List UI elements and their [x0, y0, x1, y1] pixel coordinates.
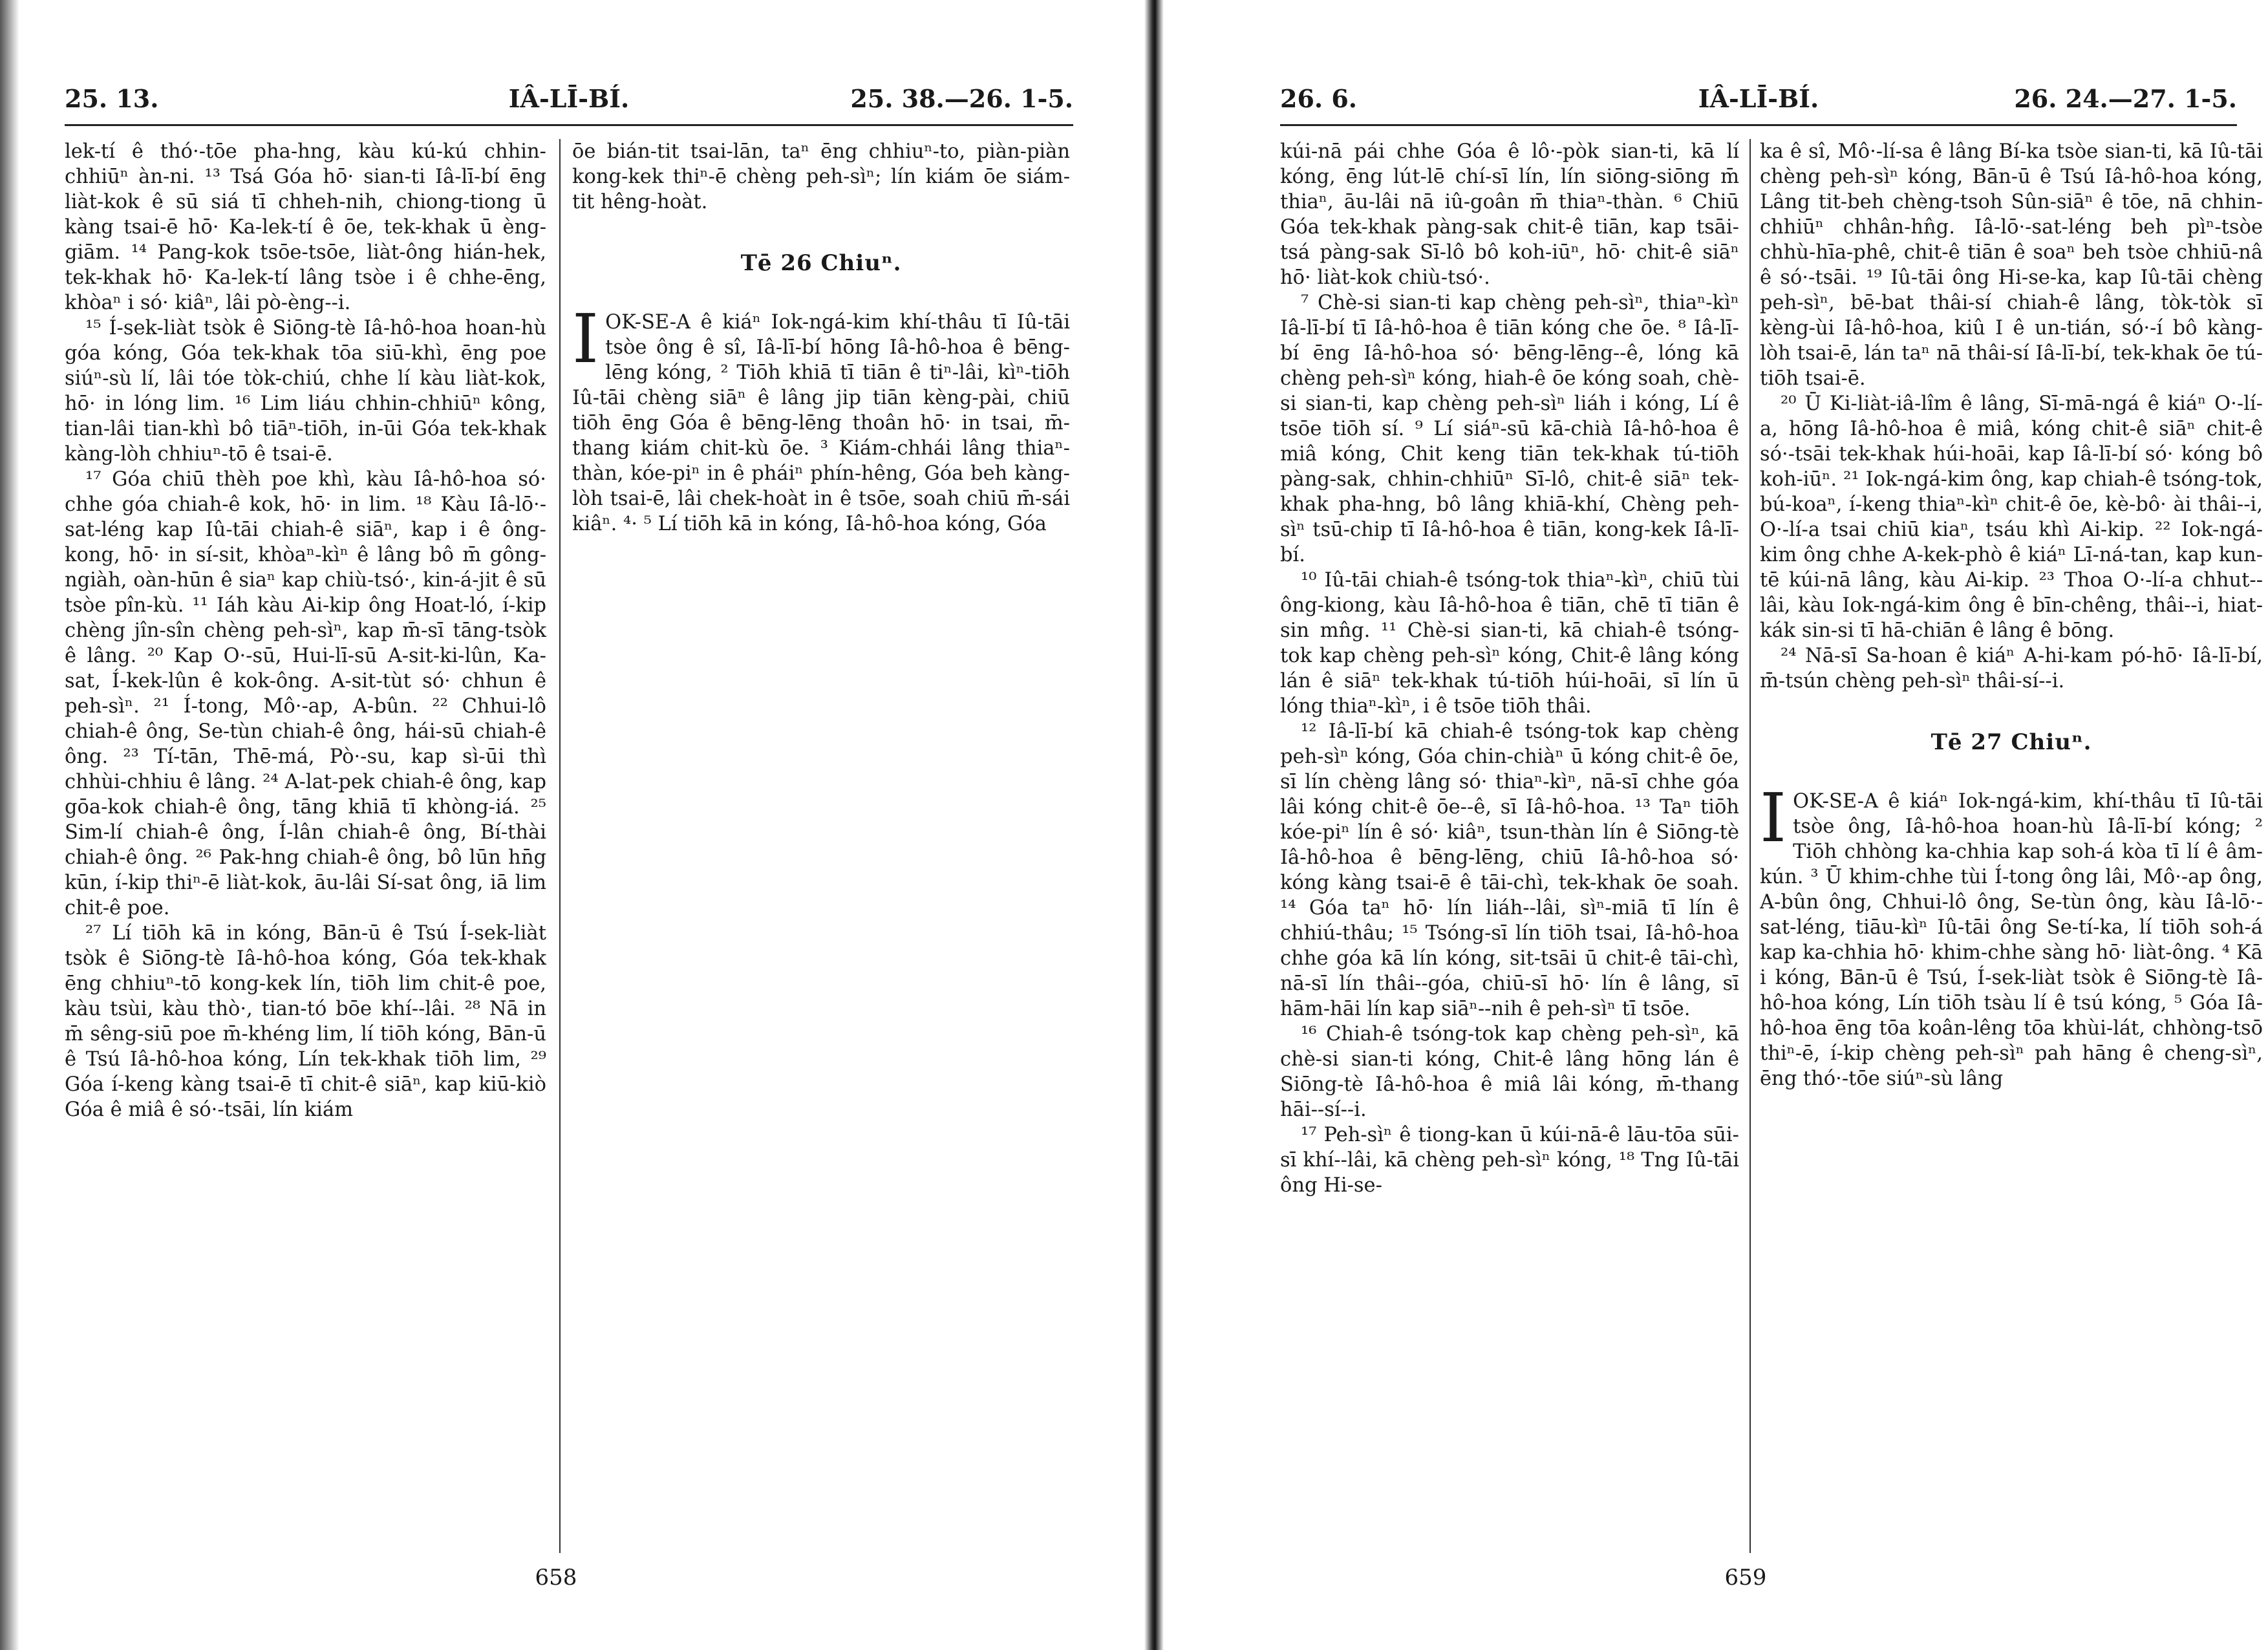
page-number: 659 — [1724, 1565, 1767, 1591]
paragraph: ¹⁶ Chiah-ê tsóng-tok kap chèng peh-sìⁿ, kā chè-si sian-ti kóng, Chit-ê lâng hōng lán ê Siōng-tè Iâ-hô-hoa ê miâ lâi kóng, m̄-thang hāi--sí--i. — [1280, 1023, 1739, 1121]
paragraph: ōe bián-tit tsai-lān, taⁿ ēng chhiuⁿ-to, piàn-piàn kong-kek thiⁿ-ē chèng peh-sìⁿ; lín kiám ōe siám-tit hêng-hoàt. — [572, 140, 1070, 213]
column-1 — [1280, 139, 1739, 1553]
drop-cap: I — [1760, 778, 1787, 857]
page-edge-shadow — [0, 0, 19, 1650]
text-columns — [1280, 139, 2263, 1553]
text-columns — [65, 139, 1073, 1553]
column-1 — [65, 139, 546, 1553]
header-left-ref: 25. 13. — [65, 84, 159, 113]
header-rule — [1280, 124, 2237, 126]
header-rule — [65, 124, 1073, 126]
right-page — [1241, 0, 2263, 1650]
chapter-heading: Tē 26 Chiuⁿ. — [740, 250, 902, 276]
column-2 — [1760, 139, 2263, 1553]
column-2 — [572, 139, 1070, 1553]
paragraph: ²⁴ Nā-sī Sa-hoan ê kiáⁿ A-hi-kam pó-hō· Iâ-lī-bí, m̄-tsún chèng peh-sìⁿ thâi-sí--i. — [1760, 645, 2263, 692]
header-left-ref: 26. 6. — [1280, 84, 1358, 113]
drop-cap: I — [572, 299, 599, 378]
chapter-heading: Tē 27 Chiuⁿ. — [1931, 729, 2092, 755]
paragraph: ¹² Iâ-lī-bí kā chiah-ê tsóng-tok kap chèng peh-sìⁿ kóng, Góa chin-chiàⁿ ū kóng chit-ê ōe, sī lín chèng lâng só· thiaⁿ-kìⁿ, nā-sī chhe góa lâi kóng chit-ê ōe--ê, sī Iâ-hô-hoa. ¹³ Taⁿ tiōh kóe-piⁿ lín ê só· kiâⁿ, tsun-thàn lín ê Siōng-tè Iâ-hô-hoa ê bēng-lēng, chiū Iâ-hô-hoa só· kóng kàng tsai-ē ê tāi-chì, tek-khak ōe soah. ¹⁴ Góa taⁿ hō· lín liáh--lâi, sìⁿ-miā tī lín ê chhiú-thâu; ¹⁵ Tsóng-sī lín tiōh tsai, Iâ-hô-hoa chhe góa kā lín kóng, sit-tsāi ū chit-ê tāi-chì, nā-sī lín thâi--góa, chiū-sī hō· lín ê lâng, sī hām-hāi lín kap siāⁿ--nih ê peh-sìⁿ tī tsōe. — [1280, 720, 1739, 1020]
paragraph: lek-tí ê thó·-tōe pha-hng, kàu kú-kú chhin-chhiūⁿ àn-ni. ¹³ Tsá Góa hō· sian-ti Iâ-lī-bí ēng liàt-kok ê sū siá tī chheh-nih, chiong-tiong ū kàng tsai-ē hō· Ka-lek-tí ê ōe, tek-khak ū èng-giām. ¹⁴ Pang-kok tsōe-tsōe, liàt-ông hián-hek, tek-khak hō· Ka-lek-tí lâng tsòe i ê chhe-ēng, khòaⁿ i só· kiâⁿ, lâi pò-èng--i. — [65, 140, 546, 314]
paragraph: ¹⁷ Peh-sìⁿ ê tiong-kan ū kúi-nā-ê lāu-tōa sūi-sī khí--lâi, kā chèng peh-sìⁿ kóng, ¹⁸ Tng Iû-tāi ông Hi-se- — [1280, 1124, 1739, 1197]
book-gutter — [1144, 0, 1164, 1650]
header-book-title: IÂ-LĪ-BÍ. — [508, 84, 630, 113]
paragraph: kúi-nā pái chhe Góa ê lô·-pòk sian-ti, kā lí kóng, ēng lút-lē chí-sī lín, lín siōng-siōng m̄ thiaⁿ, āu-lâi nā iû-goân m̄ thiaⁿ-thàn. ⁶ Chiū Góa tek-khak pàng-sak chit-ê tiān, kap tsāi-tsá pàng-sak Sī-lô bô koh-iūⁿ, hō· chit-ê siāⁿ hō· liàt-kok chiù-tsó·. — [1280, 140, 1739, 289]
left-page — [26, 0, 1086, 1650]
header-book-title: IÂ-LĪ-BÍ. — [1698, 84, 1819, 113]
paragraph: ²⁰ Ū Ki-liàt-iâ-lîm ê lâng, Sī-mā-ngá ê kiáⁿ O·-lí-a, hōng Iâ-hô-hoa ê miâ, kóng chit-ê siāⁿ chit-ê só·-tsāi tek-khak húi-hoāi, kap Iâ-lī-bí só· kóng bô koh-iūⁿ. ²¹ Iok-ngá-kim ông, kap chiah-ê tsóng-tok, bú-koaⁿ, í-keng thiaⁿ-kìⁿ chit-ê ōe, kè-bô· ài thâi--i, O·-lí-a tsai chiū kiaⁿ, tsáu khì Ai-kip. ²² Iok-ngá-kim ông chhe A-kek-phò ê kiáⁿ Lī-ná-tan, kap kun-tē kúi-nā lâng, kàu Ai-kip. ²³ Thoa O·-lí-a chhut--lâi, kàu Iok-ngá-kim ông ê bīn-chêng, thâi--i, hiat-kák sin-si tī hā-chiān ê lâng ê bōng. — [1760, 392, 2263, 642]
paragraph: ⁷ Chè-si sian-ti kap chèng peh-sìⁿ, thiaⁿ-kìⁿ Iâ-lī-bí tī Iâ-hô-hoa ê tiān kóng che ōe. ⁸ Iâ-lī-bí ēng Iâ-hô-hoa só· bēng-lēng--ê, lóng kā chèng peh-sìⁿ kóng, hiah-ê ōe kóng soah, chè-si sian-ti, kap chèng peh-sìⁿ liáh i kóng, Lí ê tsōe tiōh sí. ⁹ Lí siáⁿ-sū kā-chià Iâ-hô-hoa ê miâ kóng, Chit keng tiān tek-khak tú-tiōh pàng-sak, chhin-chhiūⁿ Sī-lô, chit-ê siāⁿ tek-khak pha-hng, bô lâng khiā-khí, Chèng peh-sìⁿ tsū-chip tī Iâ-hô-hoa ê tiān, kong-kek Iâ-lī-bí. — [1280, 292, 1739, 566]
running-header — [1280, 84, 2237, 123]
header-right-ref: 25. 38.—26. 1-5. — [850, 84, 1073, 113]
paragraph: OK-SE-A ê kiáⁿ Iok-ngá-kim, khí-thâu tī Iû-tāi tsòe ông, Iâ-hô-hoa hoan-hù Iâ-lī-bí kóng; ² Tiōh chhòng ka-chhia kap soh-á kòa tī lí ê âm-kún. ³ Ū khim-chhe tùi Í-tong ông lâi, Mô·-ap ông, A-bûn ông, Chhui-lô ông, Se-tùn ông, kàu Iâ-lō·-sat-léng, tiāu-kìⁿ Iû-tāi ông Se-tí-ka, lí tiōh soh-á kap ka-chhia hō· khim-chhe sàng hō· liàt-ông. ⁴ Kā i kóng, Bān-ū ê Tsú, Í-sek-liàt tsòk ê Siōng-tè Iâ-hô-hoa kóng, Lín tiōh tsàu lí ê tsú kóng, ⁵ Góa Iâ-hô-hoa ēng tōa koân-lêng tōa khùi-lát, chhòng-tsō thiⁿ-ē, í-kip chèng peh-sìⁿ pah hāng ê cheng-sìⁿ, ēng thó·-tōe siúⁿ-sù lâng — [1760, 790, 2263, 1090]
column-divider — [559, 139, 561, 1553]
paragraph: OK-SE-A ê kiáⁿ Iok-ngá-kim khí-thâu tī Iû-tāi tsòe ông ê sî, Iâ-lī-bí hōng Iâ-hô-hoa ê bēng-lēng kóng, ² Tiōh khiā tī tiān ê tiⁿ-lâi, kìⁿ-tiōh Iû-tāi chèng siāⁿ ê lâng jip tiān kèng-pài, chiū tiōh ēng Góa ê bēng-lēng thoân hō· in tsai, m̄-thang kiám chit-kù ōe. ³ Kiám-chhái lâng thiaⁿ-thàn, kóe-piⁿ in ê pháiⁿ phín-hêng, Góa beh kàng-lòh tsai-ē, lâi chek-hoàt in ê tsōe, soah chiū m̄-sái kiâⁿ. ⁴· ⁵ Lí tiōh kā in kóng, Iâ-hô-hoa kóng, Góa — [572, 311, 1070, 535]
page-number: 658 — [535, 1565, 577, 1591]
running-header — [65, 84, 1073, 123]
paragraph: ¹⁷ Góa chiū thèh poe khì, kàu Iâ-hô-hoa só· chhe góa chiah-ê kok, hō· in lim. ¹⁸ Kàu Iâ-lō·-sat-léng kap Iû-tāi chiah-ê siāⁿ, kap i ê ông-kong, hō· in sí-sit, khòaⁿ-kìⁿ ê lâng bô m̄ gông-ngiàh, oàn-hūn ê siaⁿ kap chiù-tsó·, kin-á-jit ê sū tsòe pîn-kù. ¹¹ Iáh kàu Ai-kip ông Hoat-ló, í-kip chèng jîn-sîn chèng peh-sìⁿ, kap m̄-sī tāng-tsòk ê lâng. ²⁰ Kap O·-sū, Hui-lī-sū A-sit-ki-lûn, Ka-sat, Í-kek-lûn ê kok-ông. A-sit-tùt só· chhun ê peh-sìⁿ. ²¹ Í-tong, Mô·-ap, A-bûn. ²² Chhui-lô chiah-ê ông, Se-tùn chiah-ê ông, hái-sū chiah-ê ông. ²³ Tí-tān, Thē-má, Pò·-su, kap sì-ūi thì chhùi-chhiu ê lâng. ²⁴ A-lat-pek chiah-ê ông, kap gōa-kok chiah-ê ông, tāng khiā tī khòng-iá. ²⁵ Sim-lí chiah-ê ông, Í-lân chiah-ê ông, Bí-thài chiah-ê ông. ²⁶ Pak-hng chiah-ê ông, bô lūn hn̄g kūn, í-kip thiⁿ-ē liàt-kok, āu-lâi Sí-sat ông, iā lim chit-ê poe. — [65, 468, 546, 919]
paragraph: ¹⁰ Iû-tāi chiah-ê tsóng-tok thiaⁿ-kìⁿ, chiū tùi ông-kiong, kàu Iâ-hô-hoa ê tiān, chē tī tiān ê sin mn̂g. ¹¹ Chè-si sian-ti, kā chiah-ê tsóng-tok kap chèng peh-sìⁿ kóng, Chit-ê lâng kóng lán ê siāⁿ tek-khak tú-tiōh húi-hoāi, sī lín ū lóng thiaⁿ-kìⁿ, i ê tsōe tiōh thâi. — [1280, 569, 1739, 718]
paragraph: ²⁷ Lí tiōh kā in kóng, Bān-ū ê Tsú Í-sek-liàt tsòk ê Siōng-tè Iâ-hô-hoa kóng, Góa tek-khak ēng chhiuⁿ-tō kong-kek lín, tiōh lim chit-ê poe, kàu tsùi, kàu thò·, tian-tó bōe khí--lâi. ²⁸ Nā in m̄ sêng-siū poe m̄-khéng lim, lí tiōh kóng, Bān-ū ê Tsú Iâ-hô-hoa kóng, Lín tek-khak tiōh lim, ²⁹ Góa í-keng kàng tsai-ē tī chit-ê siāⁿ, kap kiū-kiò Góa ê miâ ê só·-tsāi, lín kiám — [65, 922, 546, 1121]
paragraph: ¹⁵ Í-sek-liàt tsòk ê Siōng-tè Iâ-hô-hoa hoan-hù góa kóng, Góa tek-khak tōa siū-khì, ēng poe siúⁿ-sù lí, lâi tóe tòk-chiú, chhe lí kàu liàt-kok, hō· in lóng lim. ¹⁶ Lim liáu chhin-chhiūⁿ kông, tian-lâi tian-khì bô tiāⁿ-tiōh, in-ūi Góa tek-khak kàng-lòh chhiuⁿ-tō ê tsai-ē. — [65, 317, 546, 466]
paragraph: ka ê sî, Mô·-lí-sa ê lâng Bí-ka tsòe sian-ti, kā Iû-tāi chèng peh-sìⁿ kóng, Bān-ū ê Tsú Iâ-hô-hoa kóng, Lâng tit-beh chèng-tsoh Sûn-siāⁿ ê tōe, nā chhin-chhiūⁿ chhân-hn̂g. Iâ-lō·-sat-léng beh pìⁿ-tsòe chhù-hīa-phê, chit-ê tiān ê soaⁿ beh tsòe chhiū-nâ ê só·-tsāi. ¹⁹ Iû-tāi ông Hi-se-ka, kap Iû-tāi chèng peh-sìⁿ, bē-bat thâi-sí chiah-ê lâng, tòk-tòk sī kèng-ùi Iâ-hô-hoa, kiû I ê un-tián, só·-í bô kàng-lòh tsai-ē, lán taⁿ nā thâi-sí Iâ-lī-bí, tek-khak ōe tú-tiōh tsai-ē. — [1760, 140, 2263, 390]
column-divider — [1749, 139, 1751, 1553]
header-right-ref: 26. 24.—27. 1-5. — [2014, 84, 2237, 113]
